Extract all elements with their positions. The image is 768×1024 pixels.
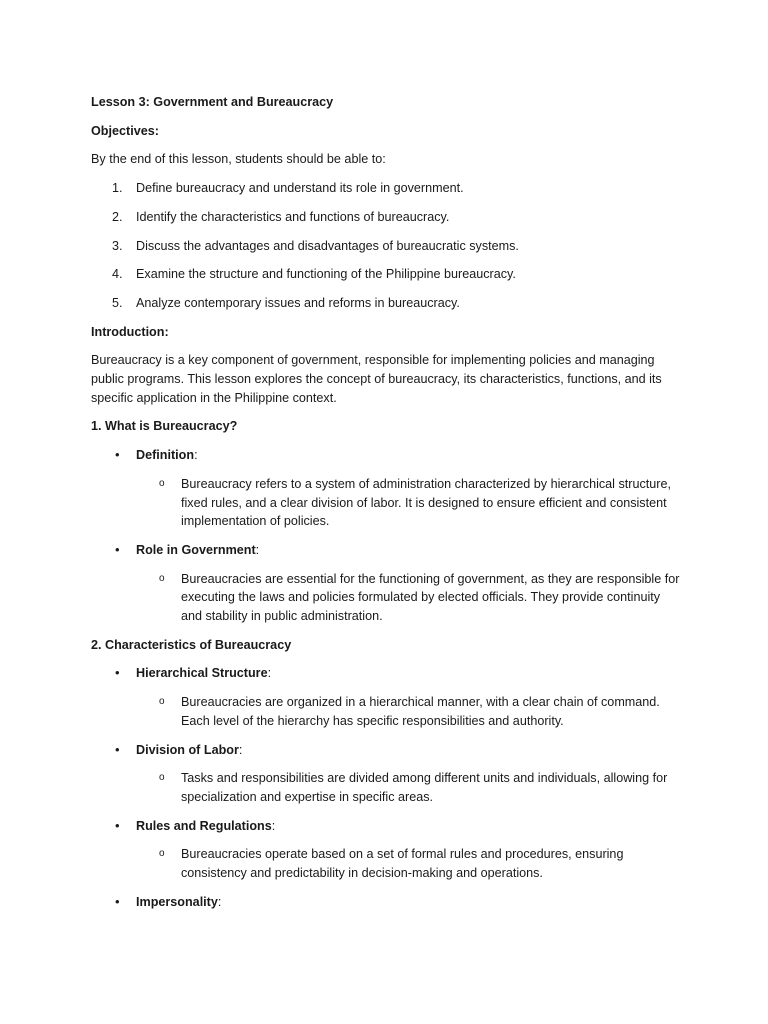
bullet-term: Rules and Regulations [136,818,272,833]
bullet-item-hierarchical-structure [91,664,683,683]
sub-bullet-icon: o [159,572,165,584]
bullet-colon: : [255,542,260,557]
objective-number: 3. [112,238,123,253]
objective-item [91,265,683,284]
sub-bullet-item [91,845,683,882]
objective-text: Discuss the advantages and disadvantages of bureaucratic systems. [136,238,519,253]
objectives-intro: By the end of this lesson, students should be able to: [91,152,386,167]
sub-bullet-text: Tasks and responsibilities are divided among different units and individuals, allowing for specialization and expertise in specific areas. [181,771,668,804]
bullet-colon: : [217,894,222,909]
sub-bullet-item [91,475,683,531]
document-content [91,93,683,922]
sub-bullet-icon: o [159,848,165,860]
bullet-item-division-of-labor [91,741,683,760]
bullet-icon: • [115,741,120,757]
sub-bullet-text: Bureaucracies are essential for the functioning of government, as they are responsible for executing the laws and policies formulated by elected officials. They provide continuity and stability in public administration. [181,571,680,624]
sub-bullet-text: Bureaucracies operate based on a set of formal rules and procedures, ensuring consistency and predictability in decision-making and operations. [181,847,624,881]
sub-bullet-text: Bureaucracy refers to a system of administration characterized by hierarchical structure, fixed rules, and a clear division of labor. It is designed to ensure efficient and consistent implementation of policies. [181,476,671,529]
objective-number: 1. [112,181,123,196]
objective-text: Examine the structure and functioning of the Philippine bureaucracy. [136,267,516,282]
objective-number: 2. [112,209,123,224]
sub-bullet-text: Bureaucracies are organized in a hierarchical manner, with a clear chain of command. Each level of the hierarchy has specific responsibilities and authority. [181,695,660,728]
introduction-heading: Introduction: [91,324,169,339]
lesson-title: Lesson 3: Government and Bureaucracy [91,95,334,109]
bullet-item-role-in-government [91,541,683,560]
bullet-term: Definition [136,448,195,463]
bullet-term: Impersonality [136,894,218,909]
sub-bullet-icon: o [159,477,165,489]
sub-bullet-icon: o [159,772,165,784]
bullet-icon: • [115,817,120,833]
sub-bullet-item [91,570,683,626]
bullet-colon: : [194,448,198,463]
objective-item [91,179,683,198]
sub-bullet-item [91,769,683,806]
objective-item [91,208,683,227]
objective-text: Identify the characteristics and functions of bureaucracy. [136,209,450,224]
objective-item [91,237,683,256]
objective-item [91,294,683,313]
sub-bullet-item [91,693,683,730]
bullet-term: Role in Government [136,542,256,557]
bullet-colon: : [271,818,276,833]
bullet-item-impersonality [91,893,683,912]
bullet-term: Hierarchical Structure [136,666,268,681]
bullet-colon: : [267,666,272,681]
objective-text: Define bureaucracy and understand its role in government. [136,181,464,196]
bullet-term: Division of Labor [136,742,239,757]
bullet-icon: • [115,893,120,909]
bullet-icon: • [115,447,120,463]
sub-bullet-icon: o [159,696,165,708]
objective-number: 5. [112,295,123,310]
bullet-icon: • [115,541,120,557]
introduction-paragraph: Bureaucracy is a key component of government, responsible for implementing policies and managing public programs. This lesson explores the concept of bureaucracy, its characteristics, functions, and its specific application in the Philippine context. [91,353,662,405]
bullet-colon: : [238,742,243,757]
objective-text: Analyze contemporary issues and reforms in bureaucracy. [136,295,460,310]
bullet-icon: • [115,665,120,681]
objectives-list [91,179,683,313]
section-heading: 2. Characteristics of Bureaucracy [91,637,292,652]
bullet-item-definition [91,446,683,465]
bullet-item-rules-and-regulations [91,817,683,836]
section-heading: 1. What is Bureaucracy? [91,419,238,434]
objective-number: 4. [112,267,123,282]
objectives-heading: Objectives: [91,123,159,138]
